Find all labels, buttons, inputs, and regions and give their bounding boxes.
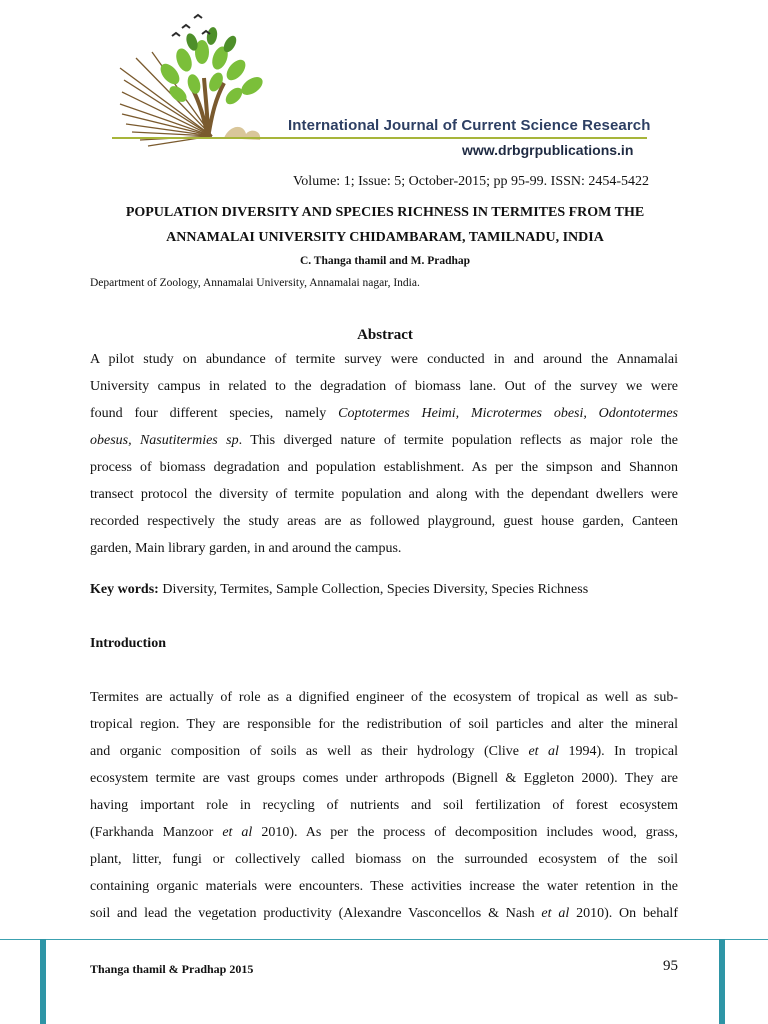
intro-line: Termites are actually of role as a dignified engineer of the ecosystem of tropical as well as sub- xyxy=(90,690,678,705)
species-names: Coptotermes Heimi, Microtermes obesi, Odontotermes xyxy=(338,406,678,421)
intro-line: soil and lead the vegetation productivity (Alexandre Vasconcellos & Nash et al 2010). On behalf xyxy=(90,906,678,921)
footer-bar-right xyxy=(719,939,725,1024)
intro-line: having important role in recycling of nutrients and soil fertilization of forest ecosystem xyxy=(90,798,678,813)
keywords xyxy=(90,582,588,598)
volume-issue-line: Volume: 1; Issue: 5; October-2015; pp 95-99. ISSN: 2454-5422 xyxy=(293,174,650,189)
journal-title: International Journal of Current Science Research xyxy=(288,117,651,134)
authors: C. Thanga thamil and M. Pradhap xyxy=(299,255,471,267)
abstract-line: found four different species, namely Coptotermes Heimi, Microtermes obesi, Odontotermes xyxy=(90,406,678,421)
affiliation: Department of Zoology, Annamalai University, Annamalai nagar, India. xyxy=(90,277,420,289)
page-number: 95 xyxy=(663,958,678,974)
intro-line: containing organic materials were encounters. These activities increase the water retention in the xyxy=(90,879,678,894)
journal-url[interactable]: www.drbgrpublications.in xyxy=(462,142,634,158)
abstract-line: A pilot study on abundance of termite survey were conducted in and around the Annamalai xyxy=(90,352,678,367)
abstract-line: garden, Main library garden, in and around the campus. xyxy=(90,541,402,556)
footer-divider xyxy=(0,939,768,940)
intro-line: and organic composition of soils as well as their hydrology (Clive et al 1994). In tropical xyxy=(90,744,678,759)
paper-title-line-1: POPULATION DIVERSITY AND SPECIES RICHNESS IN TERMITES FROM THE xyxy=(125,205,645,220)
paper-title-line-2: ANNAMALAI UNIVERSITY CHIDAMBARAM, TAMILNADU, INDIA xyxy=(166,230,604,245)
abstract-line: recorded respectively the study areas are as followed playground, guest house garden, Canteen xyxy=(90,514,678,529)
abstract-line: transect protocol the diversity of termite population and along with the dependant dwellers were xyxy=(90,487,678,502)
footer-authors: Thanga thamil & Pradhap 2015 xyxy=(90,962,254,976)
introduction-paragraph xyxy=(90,684,678,927)
tree-leaves xyxy=(157,40,266,107)
keywords-label: Key words: xyxy=(90,582,159,597)
keywords-text: Diversity, Termites, Sample Collection, Species Diversity, Species Richness xyxy=(158,582,589,597)
abstract-heading: Abstract xyxy=(357,327,413,343)
footer-bar-left xyxy=(40,939,46,1024)
abstract-line: process of biomass degradation and population establishment. As per the simpson and Shannon xyxy=(90,460,678,475)
intro-line: tropical region. They are responsible for the redistribution of soil particles and alter the mineral xyxy=(90,717,678,732)
introduction-heading: Introduction xyxy=(90,636,166,651)
abstract-line: obesus, Nasutitermies sp. This diverged nature of termite population reflects as major role the xyxy=(90,433,679,448)
abstract-paragraph xyxy=(90,346,678,562)
species-names: obesus, Nasutitermies sp xyxy=(90,433,239,448)
birds-icon xyxy=(172,15,210,36)
intro-line: ecosystem termite are vast groups comes under arthropods (Bignell & Eggleton 2000). They are xyxy=(90,771,678,786)
abstract-line: University campus in related to the degradation of biomass lane. Out of the survey we were xyxy=(90,379,678,394)
intro-line: plant, litter, fungi or collectively called biomass on the surrounded ecosystem of the soil xyxy=(90,852,678,867)
intro-line: (Farkhanda Manzoor et al 2010). As per the process of decomposition includes wood, grass, xyxy=(90,825,678,840)
